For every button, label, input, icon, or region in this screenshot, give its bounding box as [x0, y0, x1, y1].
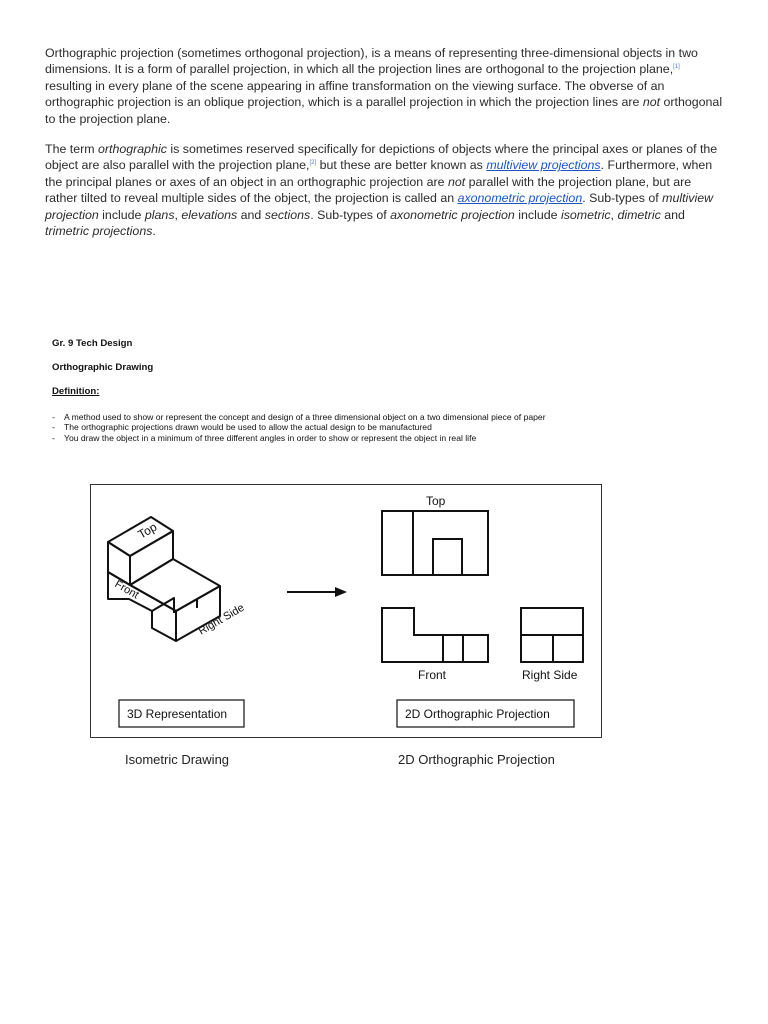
- text-span: Orthographic projection (sometimes orthogonal projection), is a means of representing three-dimensional objects in two dimensions. It is a form of parallel projection, in which all the projection lines are orthogonal to the projection plane,: [45, 46, 698, 77]
- top-view-notch: [433, 539, 462, 575]
- caption-orthographic: 2D Orthographic Projection: [398, 752, 555, 767]
- orthographic-figure: [90, 484, 602, 738]
- definition-list: [52, 412, 546, 443]
- text-span: . Sub-types of: [310, 207, 391, 222]
- text-span: include: [514, 207, 561, 222]
- emphasis-elevations: elevations: [181, 207, 238, 222]
- front-view-outline: [382, 608, 488, 662]
- emphasis-isometric: isometric: [560, 207, 611, 222]
- bullet-marker: -: [52, 412, 55, 422]
- figure-drawing: [91, 485, 601, 737]
- definition-item: [52, 433, 546, 443]
- emphasis-plans: plans: [144, 207, 175, 222]
- definition-item: [52, 412, 546, 422]
- text-span: orthogonal to the projection plane.: [45, 95, 723, 126]
- text-span: but these are better known as: [316, 158, 487, 173]
- emphasis-orthographic: orthographic: [98, 142, 167, 156]
- text-span: . Sub-types of: [582, 191, 663, 206]
- worksheet-grade: Gr. 9 Tech Design: [52, 338, 133, 349]
- arrow-icon: [335, 587, 347, 597]
- text-span: include: [98, 207, 145, 222]
- iso-right-label: Right Side: [196, 601, 247, 638]
- definition-text: A method used to show or represent the concept and design of a three dimensional object on a two dimensional piece of paper: [64, 412, 546, 422]
- emphasis-not: not: [642, 95, 661, 110]
- text-span: ,: [610, 207, 618, 222]
- right-side-view: [521, 608, 583, 662]
- text-span: and: [237, 207, 265, 222]
- top-view: [382, 511, 488, 575]
- front-view-label: Front: [418, 668, 447, 682]
- emphasis-multiview: multiview projection: [45, 191, 714, 222]
- text-span: and: [660, 207, 685, 222]
- text-span: ,: [174, 207, 182, 222]
- reference-1[interactable]: [1]: [673, 64, 680, 71]
- bullet-marker: -: [52, 422, 55, 433]
- definition-text: You draw the object in a minimum of three different angles in order to show or represent the object in real life: [64, 432, 477, 443]
- iso-front-label: Front: [112, 578, 141, 602]
- paragraph-term: [45, 141, 725, 239]
- emphasis-sections: sections: [264, 207, 311, 222]
- text-span: The term: [45, 142, 99, 156]
- iso-right-side: [176, 586, 220, 641]
- text-span: . Furthermore, when the principal planes or axes of an object in an orthographic projection are: [45, 158, 713, 189]
- emphasis-trimetric: trimetric projections: [45, 224, 153, 239]
- multiview-projections-link[interactable]: multiview projections: [486, 158, 601, 173]
- text-span: parallel with the projection plane, but are rather tilted to reveal multiple sides of the object, the projection is called an: [45, 174, 692, 206]
- box-2d-label: 2D Orthographic Projection: [405, 707, 550, 721]
- top-view-label: Top: [426, 494, 446, 508]
- box-3d-label: 3D Representation: [127, 707, 228, 721]
- definition-item: [52, 422, 546, 432]
- paragraph-intro: [45, 45, 725, 127]
- emphasis-axonometric: axonometric projection: [390, 207, 515, 222]
- text-span: .: [152, 224, 156, 239]
- worksheet-title: Orthographic Drawing: [52, 362, 154, 373]
- front-view: [382, 608, 488, 662]
- iso-top-label: Top: [135, 519, 160, 542]
- bullet-marker: -: [52, 432, 55, 443]
- axonometric-projection-link[interactable]: axonometric projection: [457, 191, 583, 206]
- right-view-label: Right Side: [522, 668, 578, 682]
- emphasis-not: not: [447, 174, 466, 189]
- top-view-outline: [382, 511, 488, 575]
- iso-back-side: [130, 531, 173, 585]
- definition-heading: Definition:: [52, 386, 100, 397]
- definition-text: The orthographic projections drawn would be used to allow the actual design to be manufactured: [64, 422, 432, 433]
- reference-2[interactable]: [2]: [309, 160, 317, 167]
- text-span: resulting in every plane of the scene appearing in affine transformation on the viewing surface. The obverse of an orthographic projection is an oblique projection, which is a parallel projection in which the projection lines are: [45, 78, 665, 110]
- text-span: is sometimes reserved specifically for depictions of objects where the principal axes or planes of the object are also parallel with the projection plane,: [45, 142, 718, 173]
- emphasis-dimetric: dimetric: [617, 207, 661, 222]
- caption-isometric: Isometric Drawing: [125, 752, 230, 767]
